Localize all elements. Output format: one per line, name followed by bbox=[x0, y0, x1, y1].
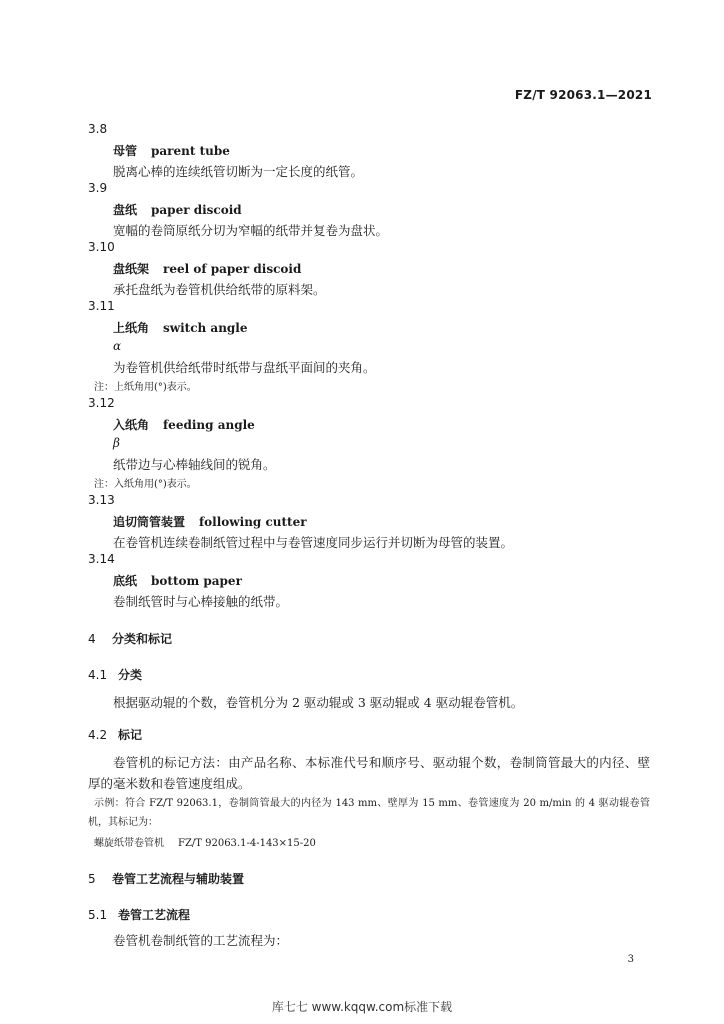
paragraph: 根据驱动辊的个数，卷管机分为 2 驱动辊或 3 驱动辊或 4 驱动辊卷管机。 bbox=[113, 695, 524, 710]
clause-number: 3.14 bbox=[88, 552, 115, 566]
term-note: 注：入纸角用(°)表示。 bbox=[94, 479, 197, 490]
term-zh: 上纸角 bbox=[113, 321, 150, 335]
footer-watermark: 库七七 www.kqqw.com标准下载 bbox=[271, 1000, 453, 1014]
clause-number: 3.9 bbox=[88, 181, 108, 195]
term-definition: 纸带边与心棒轴线间的锐角。 bbox=[113, 457, 276, 472]
term-title bbox=[113, 260, 301, 277]
term-en: reel of paper discoid bbox=[163, 262, 302, 276]
clause-number: 3.10 bbox=[88, 240, 115, 254]
term-title bbox=[113, 572, 242, 589]
marking-code: FZ/T 92063.1-4-143×15-20 bbox=[178, 838, 316, 849]
subsection-number: 5.1 bbox=[88, 908, 108, 922]
term-definition: 卷制纸管时与心棒接触的纸带。 bbox=[113, 594, 289, 609]
subsection-heading bbox=[88, 906, 190, 923]
term-definition: 在卷管机连续卷制纸管过程中与卷管速度同步运行并切断为母管的装置。 bbox=[113, 535, 514, 550]
term-note: 注：上纸角用(°)表示。 bbox=[94, 382, 197, 393]
term-zh: 盘纸架 bbox=[113, 262, 150, 276]
subsection-title: 标记 bbox=[118, 728, 143, 742]
paragraph: 卷管机的标记方法：由产品名称、本标准代号和顺序号、驱动辊个数，卷制筒管最大的内径、壁厚的毫米数和卷管速度组成。 bbox=[88, 755, 650, 791]
subsection-title: 卷管工艺流程 bbox=[118, 908, 191, 922]
term-title bbox=[113, 319, 248, 336]
section-heading bbox=[88, 630, 172, 647]
term-definition: 承托盘纸为卷管机供给纸带的原料架。 bbox=[113, 282, 326, 297]
subsection-title: 分类 bbox=[118, 668, 143, 682]
term-symbol: β bbox=[113, 436, 120, 450]
term-symbol: α bbox=[113, 339, 122, 353]
subsection-number: 4.2 bbox=[88, 728, 108, 742]
marking-name: 螺旋纸带卷管机 bbox=[94, 838, 164, 849]
section-number: 5 bbox=[88, 872, 96, 886]
term-en: switch angle bbox=[163, 321, 248, 335]
term-title bbox=[113, 142, 230, 159]
marking-example bbox=[94, 834, 316, 849]
term-en: parent tube bbox=[151, 144, 230, 158]
clause-number: 3.8 bbox=[88, 122, 108, 136]
term-en: following cutter bbox=[199, 515, 307, 529]
subsection-heading bbox=[88, 726, 142, 743]
section-heading bbox=[88, 870, 244, 887]
term-zh: 追切筒管装置 bbox=[113, 515, 186, 529]
section-number: 4 bbox=[88, 632, 96, 646]
paragraph: 卷管机卷制纸管的工艺流程为： bbox=[113, 933, 289, 948]
clause-number: 3.13 bbox=[88, 493, 115, 507]
term-title bbox=[113, 201, 242, 218]
term-definition: 脱离心棒的连续纸管切断为一定长度的纸管。 bbox=[113, 164, 364, 179]
clause-number: 3.12 bbox=[88, 396, 115, 410]
term-definition: 宽幅的卷筒原纸分切为窄幅的纸带并复卷为盘状。 bbox=[113, 223, 389, 238]
term-definition: 为卷管机供给纸带时纸带与盘纸平面间的夹角。 bbox=[113, 360, 376, 375]
term-zh: 入纸角 bbox=[113, 418, 150, 432]
example-text: 示例：符合 FZ/T 92063.1，卷制筒管最大的内径为 143 mm、壁厚为 15 mm、卷管速度为 20 m/min 的 4 驱动辊卷管机，其标记为： bbox=[88, 798, 650, 828]
term-en: bottom paper bbox=[151, 574, 242, 588]
section-title: 卷管工艺流程与辅助装置 bbox=[112, 872, 245, 886]
term-title bbox=[113, 513, 307, 530]
standard-code: FZ/T 92063.1—2021 bbox=[514, 88, 652, 102]
page-number: 3 bbox=[627, 954, 634, 965]
subsection-heading bbox=[88, 666, 142, 683]
term-en: paper discoid bbox=[151, 203, 242, 217]
term-en: feeding angle bbox=[163, 418, 255, 432]
term-zh: 母管 bbox=[113, 144, 138, 158]
term-title bbox=[113, 416, 255, 433]
clause-number: 3.11 bbox=[88, 299, 115, 313]
term-zh: 盘纸 bbox=[113, 203, 138, 217]
section-title: 分类和标记 bbox=[112, 632, 173, 646]
term-zh: 底纸 bbox=[113, 574, 138, 588]
subsection-number: 4.1 bbox=[88, 668, 108, 682]
